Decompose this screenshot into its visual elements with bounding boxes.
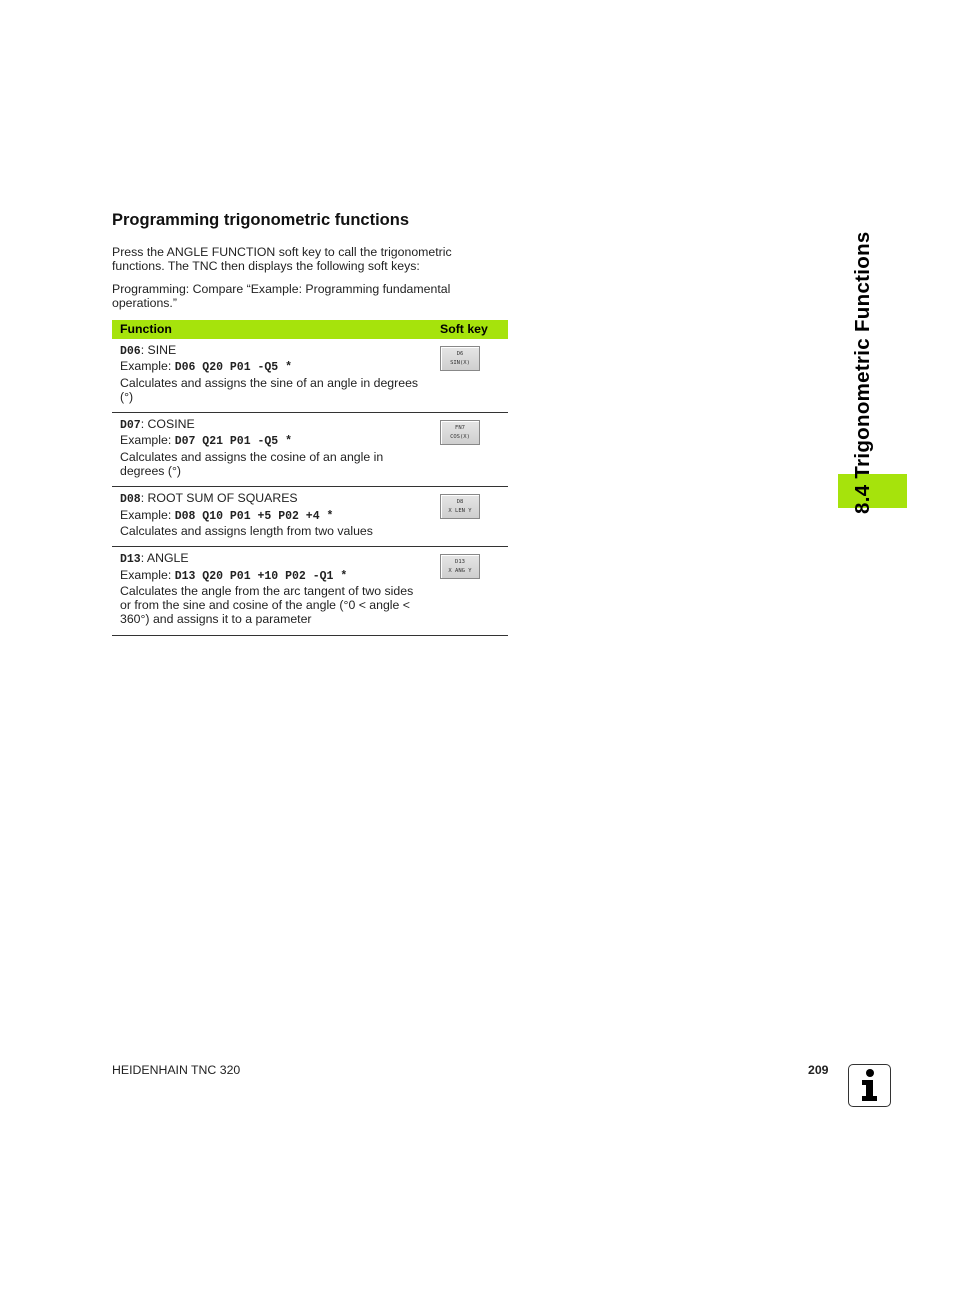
info-icon — [848, 1064, 891, 1107]
table-row — [112, 487, 508, 547]
softkey-cos-button[interactable] — [440, 420, 480, 445]
function-description: Calculates the angle from the arc tangent of two sides or from the sine and cosine of the angle (°0 < angle < 360°) and assigns it to a parameter — [120, 583, 414, 627]
function-description: Calculates and assigns length from two values — [120, 523, 373, 538]
info-glyph-icon — [849, 1065, 889, 1105]
softkey-len-button[interactable] — [440, 494, 480, 519]
function-code: D07 — [120, 419, 141, 433]
function-name: : ROOT SUM OF SQUARES — [140, 491, 298, 506]
function-cell — [112, 413, 432, 487]
table-row — [112, 339, 508, 413]
example-label: Example: — [120, 359, 175, 374]
function-cell — [112, 547, 432, 635]
softkey-ang-button[interactable] — [440, 554, 480, 579]
softkey-line1: D13 — [455, 559, 465, 566]
softkey-line2: X LEN Y — [448, 508, 472, 515]
softkey-line1: FN7 — [455, 425, 465, 432]
softkey-line1: D6 — [456, 351, 464, 357]
softkey-line2: SIN(X) — [450, 360, 470, 366]
softkey-line1: D8 — [456, 499, 464, 506]
function-name: : SINE — [140, 343, 177, 357]
softkey-line2: X ANG Y — [448, 568, 472, 575]
softkey-cell — [432, 547, 508, 635]
footer-product: HEIDENHAIN TNC 320 — [112, 1063, 241, 1077]
example-code: D07 Q21 P01 -Q5 * — [174, 435, 293, 449]
header-function: Function — [112, 320, 432, 339]
section-heading: Programming trigonometric functions — [112, 211, 410, 229]
function-description: Calculates and assigns the sine of an angle in degrees (°) — [120, 375, 419, 404]
function-name: : COSINE — [140, 417, 195, 432]
example-label: Example: — [120, 567, 175, 582]
function-cell — [112, 487, 432, 547]
example-code: D06 Q20 P01 -Q5 * — [174, 361, 293, 375]
function-cell — [112, 339, 432, 413]
compare-paragraph: Programming: Compare “Example: Programming fundamental operations.” — [112, 282, 451, 311]
example-code: D13 Q20 P01 +10 P02 -Q1 * — [174, 569, 348, 583]
function-code: D13 — [120, 553, 141, 567]
softkey-cell — [432, 487, 508, 547]
example-code: D08 Q10 P01 +5 P02 +4 * — [174, 509, 334, 523]
softkey-cell — [432, 413, 508, 487]
table-header-row — [112, 320, 508, 339]
example-label: Example: — [120, 507, 175, 522]
softkey-line2: COS(X) — [450, 434, 470, 441]
function-name: : ANGLE — [140, 551, 189, 566]
softkey-cell — [432, 339, 508, 413]
page-number: 209 — [808, 1063, 829, 1077]
function-code: D06 — [120, 345, 141, 358]
chapter-title: 8.4 Trigonometric Functions — [851, 231, 874, 514]
intro-paragraph: Press the ANGLE FUNCTION soft key to call the trigonometric functions. The TNC then displays the following soft keys: — [112, 245, 452, 274]
function-description: Calculates and assigns the cosine of an angle in degrees (°) — [120, 449, 384, 479]
example-label: Example: — [120, 433, 175, 448]
table-row — [112, 413, 508, 487]
header-softkey: Soft key — [432, 320, 508, 339]
softkey-sin-button[interactable] — [440, 346, 480, 371]
function-table — [112, 320, 508, 636]
table-row — [112, 547, 508, 635]
function-code: D08 — [120, 493, 141, 507]
